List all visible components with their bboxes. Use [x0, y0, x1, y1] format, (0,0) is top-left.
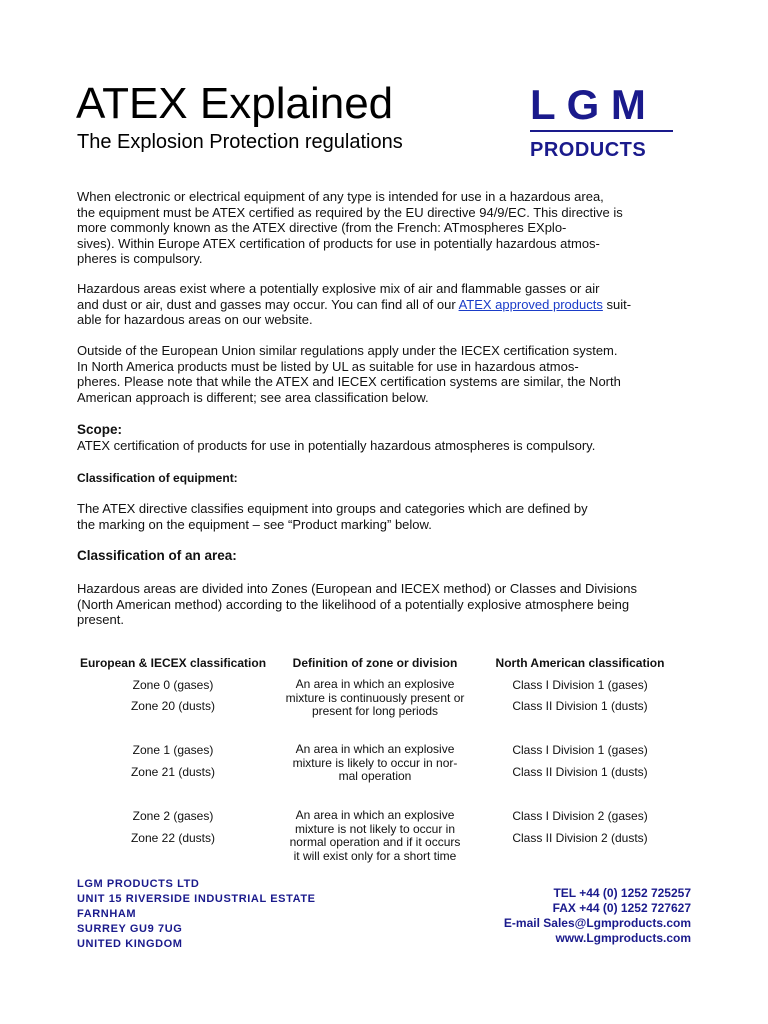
logo-products: PRODUCTS — [530, 139, 647, 161]
table-cell: Class I Division 2 (gases) — [512, 809, 648, 823]
definition-line: normal operation and if it occurs — [289, 835, 461, 849]
table-cell: Class II Division 1 (dusts) — [512, 765, 648, 779]
scope-heading: Scope: — [77, 422, 123, 437]
paragraph-line: more commonly known as the ATEX directive (from the French: ATmospheres EXplo- — [77, 220, 567, 236]
definition-line: An area in which an explosive — [295, 677, 455, 691]
table-cell-definition — [270, 743, 480, 784]
paragraph-line: When electronic or electrical equipment of any type is intended for use in a hazardous area, — [77, 189, 604, 204]
definition-line: present for long periods — [311, 704, 439, 718]
address-line: UNIT 15 RIVERSIDE INDUSTRIAL ESTATE — [77, 893, 316, 905]
company-contact — [504, 886, 691, 946]
equipment-paragraph — [77, 501, 697, 532]
page-subtitle: The Explosion Protection regulations — [77, 131, 403, 153]
atex-products-link[interactable]: ATEX approved products — [458, 296, 603, 312]
paragraph-line: sives). Within Europe ATEX certification of products for use in potentially hazardous atmos- — [77, 235, 600, 251]
area-paragraph — [77, 581, 697, 628]
table-cell: Zone 22 (dusts) — [130, 831, 216, 845]
address-line: FARNHAM — [77, 908, 137, 920]
paragraph-line: present. — [77, 612, 124, 628]
definition-line: An area in which an explosive — [295, 742, 455, 756]
paragraph-text: suit- — [602, 296, 632, 312]
address-line: SURREY GU9 7UG — [77, 923, 183, 935]
paragraph-line: pheres is compulsory. — [77, 251, 203, 267]
area-heading: Classification of an area: — [77, 548, 237, 563]
table-cell: Class I Division 1 (gases) — [512, 678, 648, 692]
table-cell: Class II Division 1 (dusts) — [512, 699, 648, 713]
table-cell: Zone 0 (gases) — [132, 678, 214, 692]
paragraph-line: ATEX certification of products for use in potentially hazardous atmospheres is compulsory. — [77, 438, 596, 453]
table-header: Definition of zone or division — [292, 656, 458, 670]
paragraph-line: Hazardous areas are divided into Zones (European and IECEX method) or Classes and Divisions — [77, 581, 638, 596]
paragraph-line: (North American method) according to the likelihood of a potentially explosive atmosphere being — [77, 596, 630, 612]
outside-eu-paragraph — [77, 343, 697, 405]
equipment-heading: Classification of equipment: — [77, 471, 238, 485]
page-title: ATEX Explained — [76, 79, 394, 128]
paragraph-line: the equipment must be ATEX certified as required by the EU directive 94/9/EC. This directive is — [77, 204, 623, 220]
paragraph-line — [77, 297, 697, 313]
table-cell: Zone 21 (dusts) — [130, 765, 216, 779]
table-cell-definition — [270, 809, 480, 863]
definition-line: mixture is likely to occur in nor- — [292, 755, 458, 770]
table-cell: Class I Division 1 (gases) — [512, 743, 648, 757]
paragraph-line: able for hazardous areas on our website. — [77, 312, 313, 328]
logo-divider — [530, 130, 673, 132]
website-line[interactable]: www.Lgmproducts.com — [555, 931, 691, 945]
phone-line: TEL +44 (0) 1252 725257 — [553, 886, 691, 900]
paragraph-text: and dust or air, dust and gasses may occur. You can find all of our — [77, 296, 459, 312]
address-line: LGM PRODUCTS LTD — [77, 878, 200, 890]
paragraph-line: Hazardous areas exist where a potentially explosive mix of air and flammable gasses or air — [77, 281, 600, 296]
intro-paragraph — [77, 189, 697, 267]
paragraph-line: In North America products must be listed by UL as suitable for use in hazardous atmos- — [77, 358, 579, 374]
table-cell-definition — [270, 678, 480, 719]
scope-paragraph — [77, 438, 697, 454]
paragraph-line: pheres. Please note that while the ATEX and IECEX certification systems are similar, the North — [77, 374, 621, 390]
definition-line: it will exist only for a short time — [293, 848, 457, 863]
table-cell: Zone 1 (gases) — [132, 743, 214, 757]
paragraph-line: The ATEX directive classifies equipment into groups and categories which are defined by — [77, 501, 588, 516]
logo-letters: L G M — [530, 81, 646, 128]
table-cell: Zone 2 (gases) — [132, 809, 214, 823]
table-header: North American classification — [495, 656, 665, 670]
definition-line: mixture is not likely to occur in — [294, 821, 456, 836]
paragraph-line: American approach is different; see area classification below. — [77, 389, 429, 405]
email-line[interactable]: E-mail Sales@Lgmproducts.com — [503, 916, 691, 930]
address-line: UNITED KINGDOM — [77, 938, 183, 950]
table-cell: Zone 20 (dusts) — [130, 699, 216, 713]
definition-line: An area in which an explosive — [295, 808, 455, 822]
hazardous-areas-paragraph — [77, 281, 697, 328]
definition-line: mal operation — [338, 769, 412, 783]
table-cell: Class II Division 2 (dusts) — [512, 831, 648, 845]
paragraph-line: the marking on the equipment – see “Product marking” below. — [77, 516, 432, 532]
fax-line: FAX +44 (0) 1252 727627 — [552, 901, 691, 915]
definition-line: mixture is continuously present or — [285, 690, 465, 705]
table-header: European & IECEX classification — [79, 656, 267, 670]
paragraph-line: Outside of the European Union similar regulations apply under the IECEX certification system. — [77, 343, 618, 358]
company-address — [77, 877, 316, 952]
